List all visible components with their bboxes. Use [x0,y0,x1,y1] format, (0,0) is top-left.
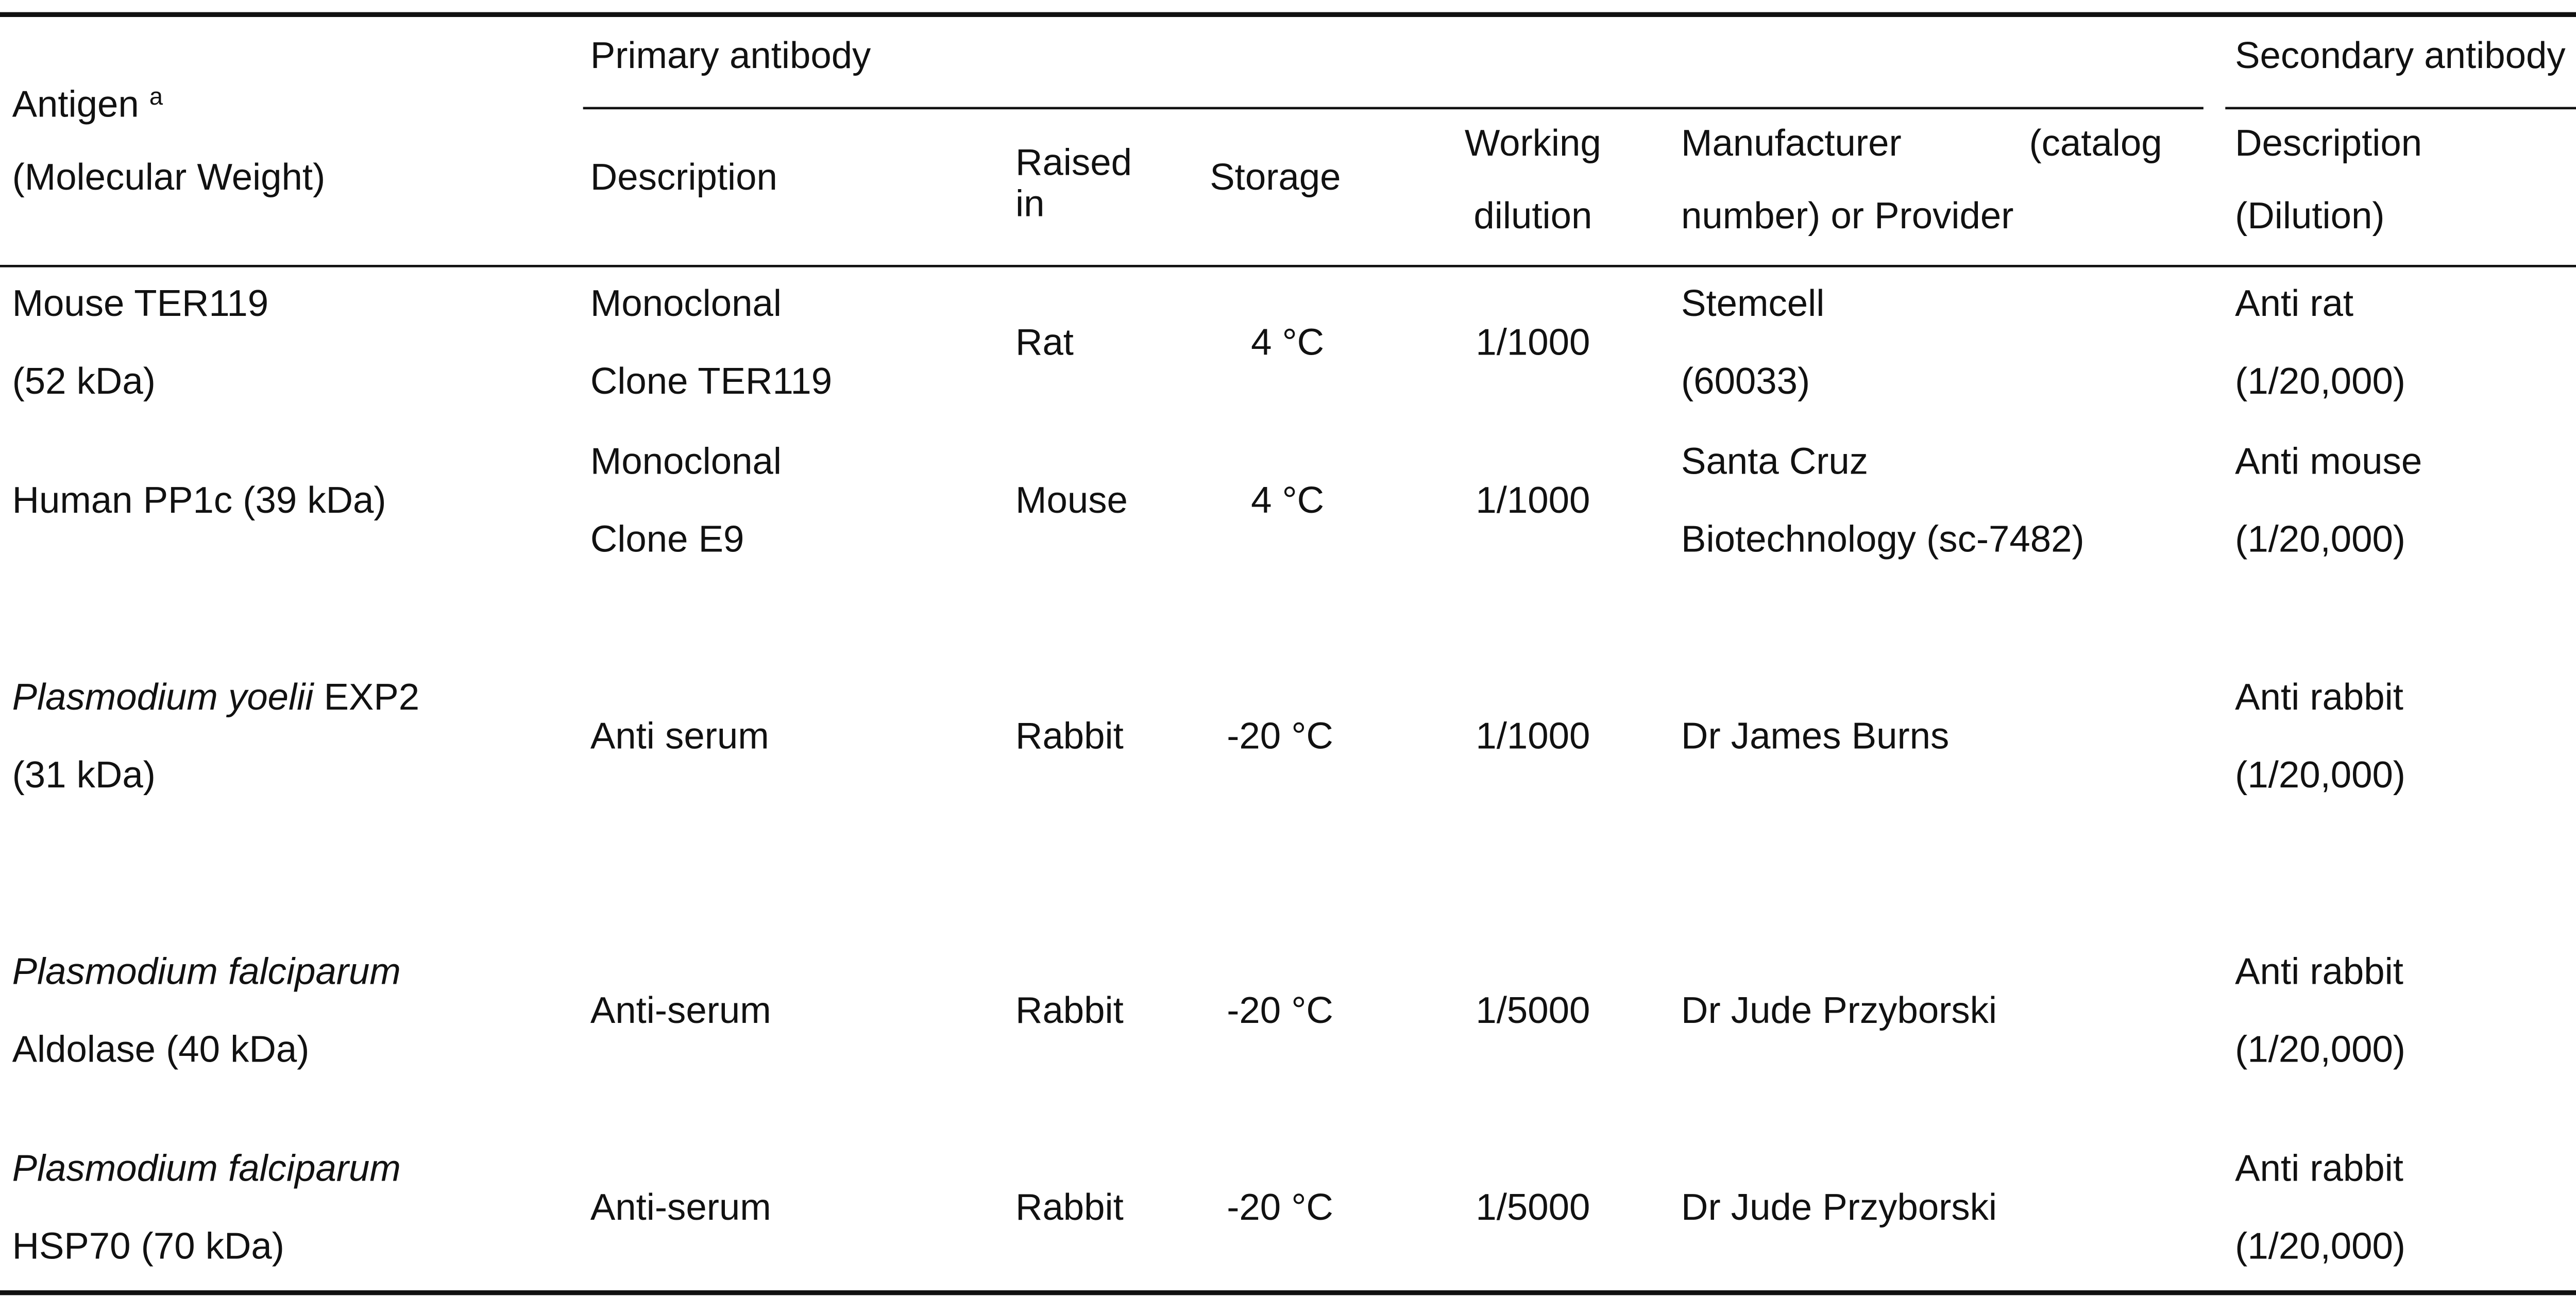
table-top-rule [0,12,2576,17]
header-primary-manufacturer [1681,109,2162,253]
header-sec-description-line2: (Dilution) [2235,195,2385,237]
row4-dilution: 1/5000 [1476,991,1590,1033]
sec-description-line2: (1/20,000) [2235,520,2406,562]
antigen-line2: (52 kDa) [12,362,156,403]
sec-description-line1: Anti rat [2235,284,2354,326]
header-dilution-line2: dilution [1473,195,1592,237]
antigen-name: EXP2 [313,678,420,719]
row4-antigen [12,935,401,1091]
row3-manufacturer: Dr James Burns [1681,717,1950,759]
manufacturer-line2: Biotechnology (sc-7482) [1681,520,2084,562]
row5-description: Anti-serum [590,1188,771,1230]
sec-description-line1: Anti rabbit [2235,678,2403,719]
header-antigen [12,63,326,214]
antigen-species: Plasmodium falciparum [12,952,401,994]
row2-sec-description [2235,425,2422,581]
row3-antigen [12,661,420,817]
manufacturer-line1: Santa Cruz [1681,442,1869,484]
header-antigen-superscript: a [149,85,163,112]
row1-storage: 4 °C [1251,323,1325,365]
row5-manufacturer: Dr Jude Przyborski [1681,1188,1997,1230]
header-raised-line2: in [1015,183,1045,225]
row2-dilution: 1/1000 [1476,481,1590,523]
header-secondary-description [2235,109,2422,253]
antigen-species: Plasmodium falciparum [12,1149,401,1191]
row3-dilution: 1/1000 [1476,717,1590,759]
sec-description-line2: (1/20,000) [2235,1227,2406,1269]
sec-description-line2: (1/20,000) [2235,755,2406,797]
row4-storage: -20 °C [1227,991,1333,1033]
row5-storage: -20 °C [1227,1188,1333,1230]
header-antigen-sub: (Molecular Weight) [12,157,326,198]
row1-antigen [12,267,269,423]
row2-storage: 4 °C [1251,481,1325,523]
row5-antigen [12,1132,401,1288]
header-primary-group: Primary antibody [590,36,871,78]
description-line1: Monoclonal [590,284,782,326]
header-sec-description-line1: Description [2235,124,2422,165]
row2-description [590,425,782,581]
row1-sec-description [2235,267,2405,423]
antigen-species: Plasmodium yoelii [12,678,314,719]
row1-raised-in: Rat [1015,323,1074,365]
description-line2: Clone TER119 [590,362,833,403]
row1-manufacturer [1681,267,1824,423]
row5-raised-in: Rabbit [1015,1188,1124,1230]
sec-description-line1: Anti rabbit [2235,952,2403,994]
header-antigen-label: Antigen [12,85,139,127]
sec-description-line1: Anti mouse [2235,442,2422,484]
row3-raised-in: Rabbit [1015,717,1124,759]
manufacturer-line1: Stemcell [1681,284,1825,326]
antigen-line2: Aldolase (40 kDa) [12,1030,310,1072]
row4-description: Anti-serum [590,991,771,1033]
antigen-line1: Mouse TER119 [12,284,269,326]
header-bottom-rule [0,265,2576,267]
row5-dilution: 1/5000 [1476,1188,1590,1230]
header-manufacturer-line2: number) or Provider [1681,195,2014,237]
header-primary-raised-in [1015,143,1132,226]
row2-antigen: Human PP1c (39 kDa) [12,481,386,523]
row3-sec-description [2235,661,2405,817]
row3-description: Anti serum [590,717,769,759]
sec-description-line2: (1/20,000) [2235,362,2406,403]
row4-manufacturer: Dr Jude Przyborski [1681,991,1997,1033]
sec-description-line2: (1/20,000) [2235,1030,2406,1072]
manufacturer-line2: (60033) [1681,362,1810,403]
header-manufacturer-line1: Manufacturer (catalog [1681,124,2162,165]
header-primary-description: Description [590,158,777,199]
description-line2: Clone E9 [590,520,744,562]
row2-raised-in: Mouse [1015,481,1128,523]
row2-manufacturer [1681,425,2084,581]
header-raised-line1: Raised [1015,143,1132,185]
header-primary-storage: Storage [1210,158,1341,199]
row1-dilution: 1/1000 [1476,323,1590,365]
table-bottom-rule [0,1290,2576,1295]
row4-raised-in: Rabbit [1015,991,1124,1033]
sec-description-line1: Anti rabbit [2235,1149,2403,1191]
row4-sec-description [2235,935,2405,1091]
antigen-line2: (31 kDa) [12,755,156,797]
row5-sec-description [2235,1132,2405,1288]
description-line1: Monoclonal [590,442,782,484]
antigen-line2: HSP70 (70 kDa) [12,1227,284,1269]
header-secondary-group: Secondary antibody [2235,36,2566,78]
header-primary-dilution [1421,109,1645,253]
header-dilution-line1: Working [1464,124,1601,165]
row3-storage: -20 °C [1227,717,1333,759]
row1-description [590,267,832,423]
